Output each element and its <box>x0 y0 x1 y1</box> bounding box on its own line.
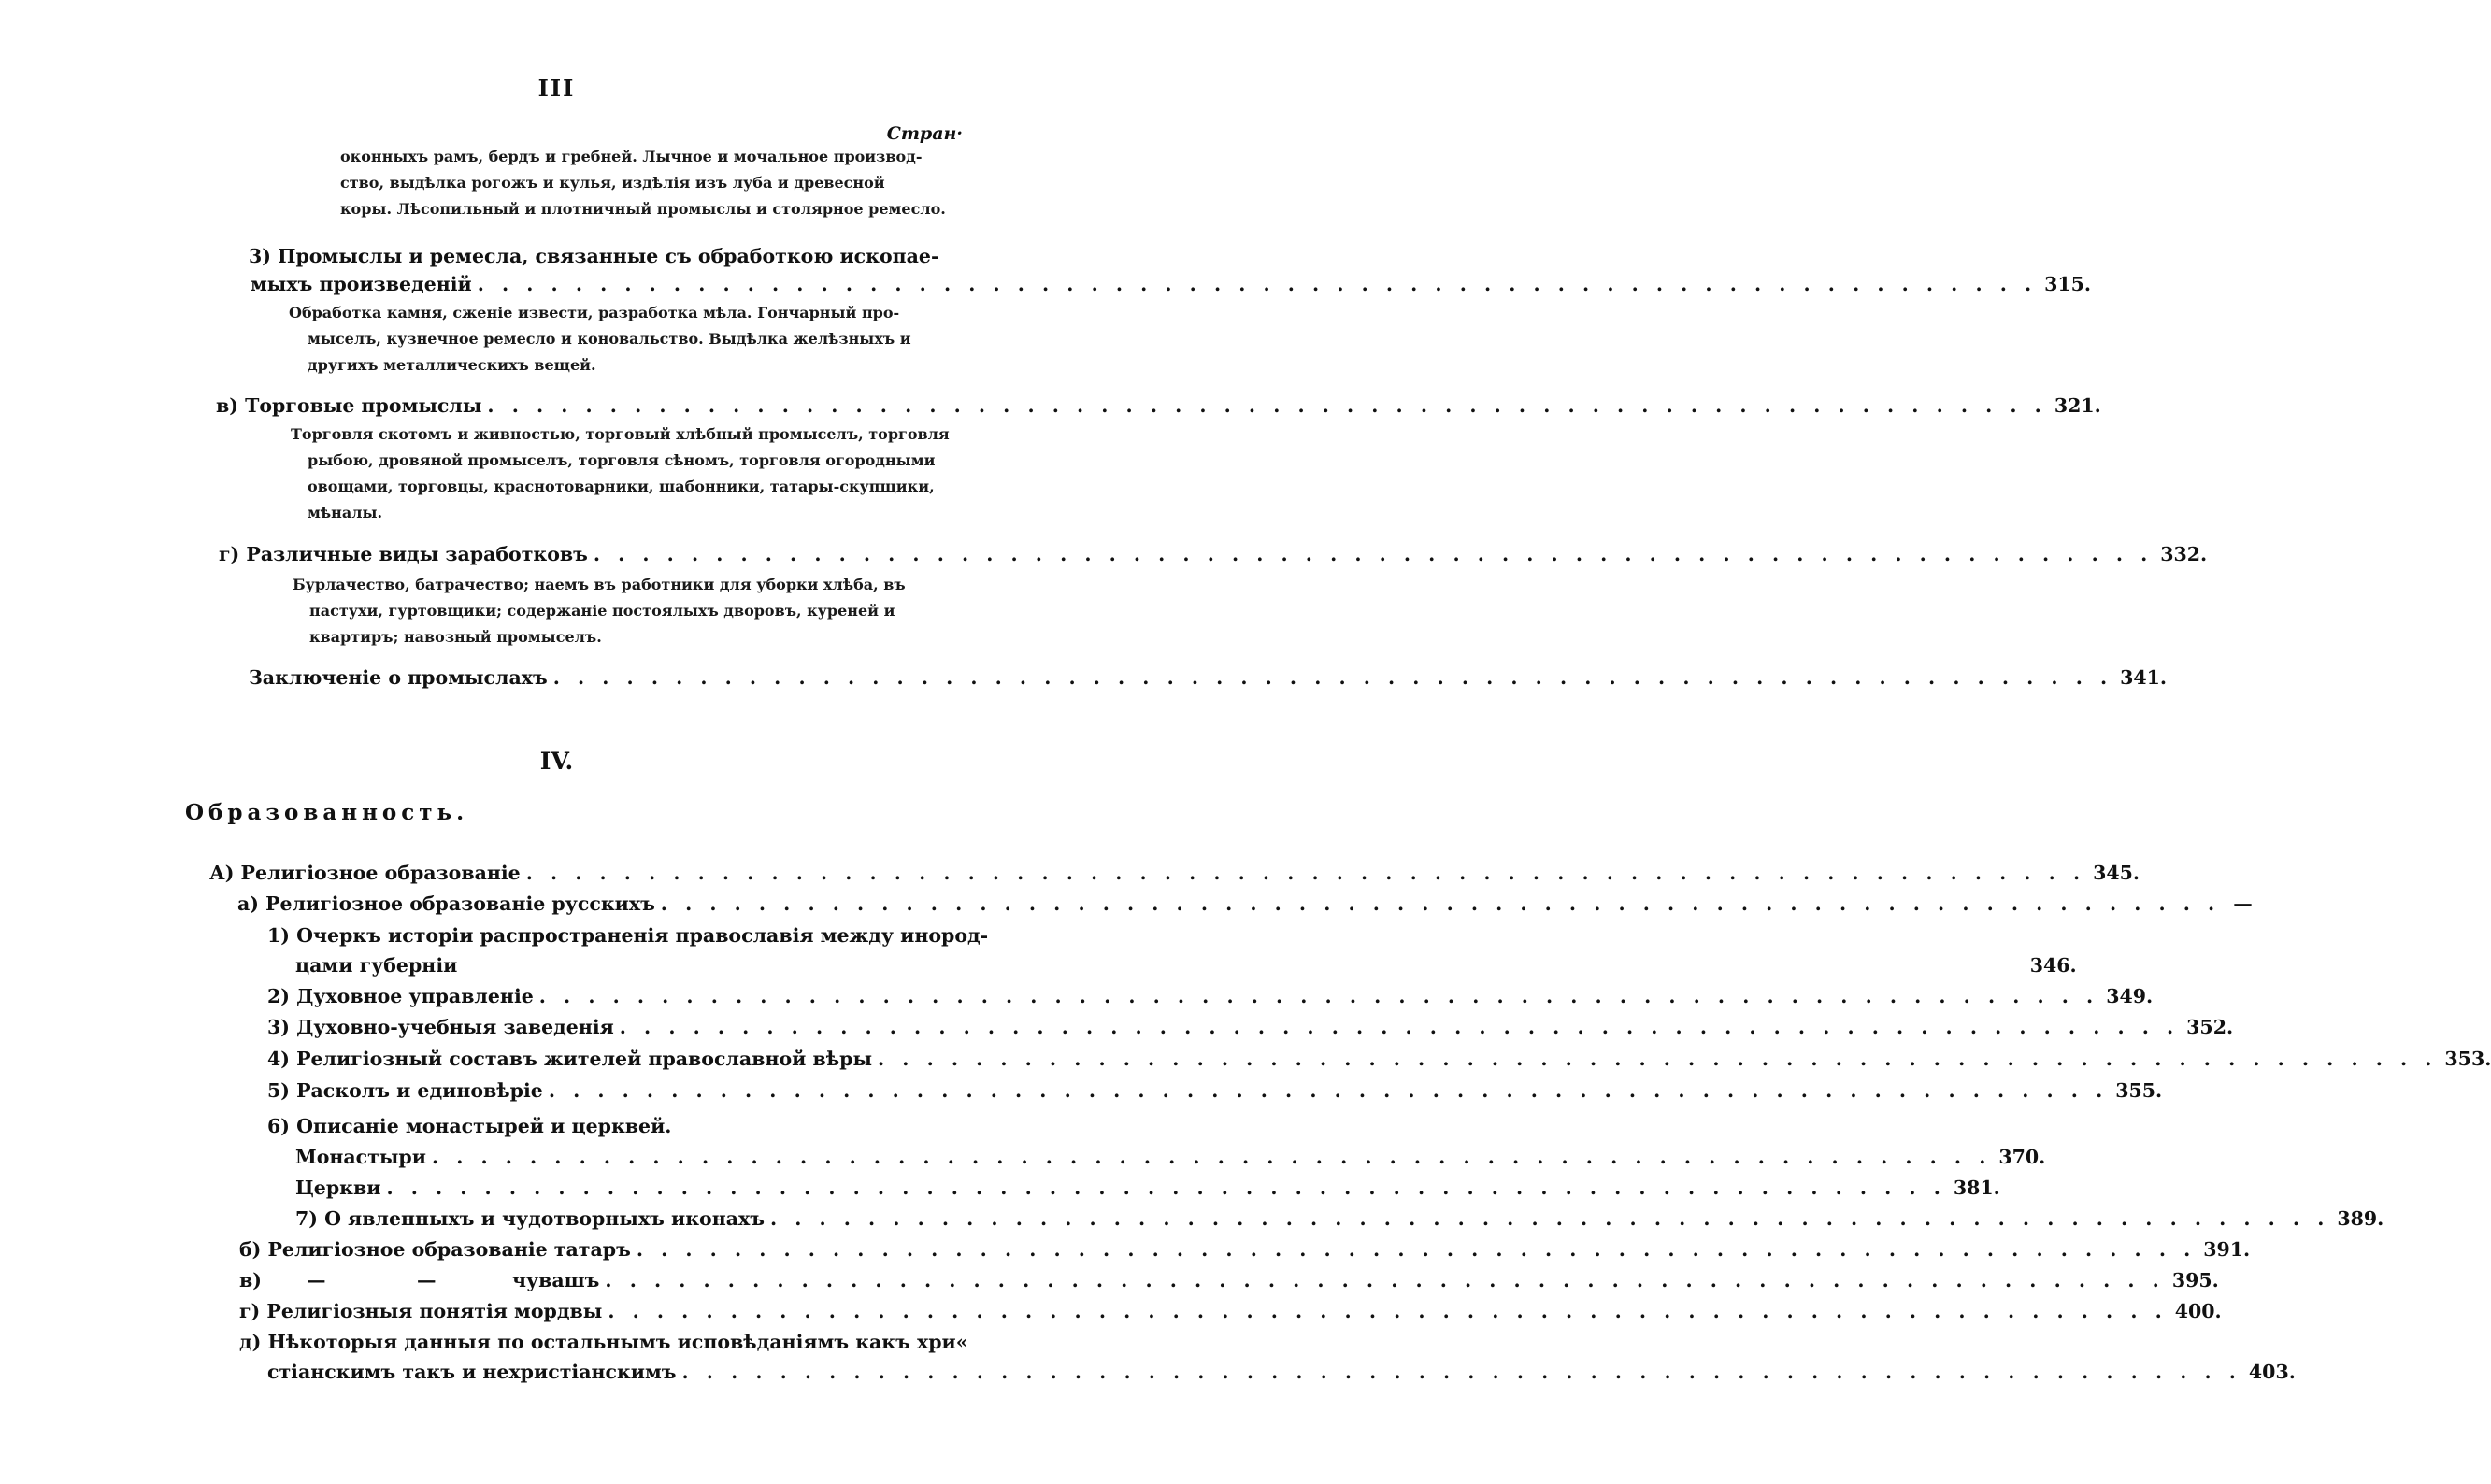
toc-page-number: 321. <box>2054 394 2101 417</box>
leader-dots <box>539 981 2098 1011</box>
sub-line: рыбою, дровяной промыселъ, торговля сѣномъ, торговля огородными <box>308 451 936 469</box>
toc-entry-v2[interactable] <box>239 1265 2219 1295</box>
toc-entry-a[interactable] <box>237 889 2253 919</box>
sub-line: овощами, торговцы, краснотоварники, шабонники, татары-скупщики, <box>308 478 935 495</box>
top-subtopics <box>340 144 946 222</box>
toc-entry-label: А) Религіозное образованіе <box>209 862 521 884</box>
toc-entry-prefix: в) <box>239 1269 262 1291</box>
sub-line: квартиръ; навозный промыселъ. <box>309 628 602 646</box>
toc-entry-1-line1[interactable] <box>267 920 989 950</box>
sub-line: мѣналы. <box>308 504 383 521</box>
toc-page-number: 332. <box>2160 543 2208 565</box>
toc-page-number: 403. <box>2248 1361 2296 1383</box>
toc-entry-churches[interactable] <box>295 1173 2000 1203</box>
toc-entry-label: стіанскимъ такъ и нехристіанскимъ <box>267 1361 677 1383</box>
toc-entry-label: г) Религіозныя понятія мордвы <box>239 1300 603 1322</box>
toc-entry-label: 3) Промыслы и ремесла, связанные съ обработкою ископае- <box>249 245 939 267</box>
sub-line: Бурлачество, батрачество; наемъ въ работники для уборки хлѣба, въ <box>293 576 906 593</box>
toc-entry-3[interactable] <box>251 269 2092 299</box>
leader-dots <box>637 1234 2196 1264</box>
toc-entry-4[interactable] <box>267 1044 2491 1074</box>
toc-entry-g2[interactable] <box>239 1296 2222 1326</box>
toc-entry-label: цами губерніи <box>295 954 458 977</box>
leader-dots <box>386 1173 1945 1203</box>
ditto-dash: — <box>307 1269 326 1291</box>
toc-entry-6[interactable] <box>267 1111 671 1141</box>
toc-entry-label: а) Религіозное образованіе русскихъ <box>237 892 655 915</box>
leader-dots <box>553 663 2112 692</box>
toc-entry-monasteries[interactable] <box>295 1142 2046 1172</box>
leader-dots <box>605 1265 2164 1295</box>
toc-page-number: 315. <box>2044 273 2092 295</box>
toc-entry-label: 2) Духовное управленіе <box>267 985 534 1007</box>
sub-line: Обработка камня, сжeніе извести, разработка мѣла. Гончарный про- <box>289 304 900 321</box>
leader-dots <box>682 1357 2241 1387</box>
sub-line: пастухи, гуртовщики; содержаніе постоялыхъ дворовъ, куреней и <box>309 602 895 620</box>
leader-dots <box>432 1142 1991 1172</box>
leader-dots <box>608 1296 2167 1326</box>
ditto-dash: — <box>417 1269 437 1291</box>
toc-entry-label: мыхъ произведеній <box>251 273 472 295</box>
toc-entry-label: г) Различные виды заработковъ <box>219 543 588 565</box>
toc-page-number: 355. <box>2115 1079 2163 1102</box>
leader-dots <box>661 889 2220 919</box>
toc-entry-label: д) Нѣкоторыя данныя по остальнымъ исповѣданіямъ какъ хри« <box>239 1331 968 1353</box>
toc-entry-g[interactable] <box>219 539 2208 569</box>
toc-entry-label: 4) Религіозный составъ жителей православной вѣры <box>267 1048 873 1070</box>
toc-page-number: 352. <box>2186 1016 2234 1038</box>
toc-entry-label: Заключеніе о промыслахъ <box>249 666 548 689</box>
sub-line: ство, выдѣлка рогожъ и кулья, издѣлія изъ луба и древесной <box>340 174 885 192</box>
toc-page-number: 349. <box>2106 985 2154 1007</box>
leader-dots <box>526 858 2085 888</box>
leader-dots <box>478 269 2037 299</box>
toc-entry-7[interactable] <box>295 1204 2384 1234</box>
page-number: III <box>537 75 576 102</box>
sub-line: другихъ металлическихъ вещей. <box>308 356 596 374</box>
toc-entry-label: 5) Расколъ и единовѣріе <box>267 1079 543 1102</box>
toc-page-number: 341. <box>2120 666 2168 689</box>
leader-dots <box>549 1076 2108 1106</box>
leader-dots <box>620 1012 2179 1042</box>
leader-dots <box>878 1044 2437 1074</box>
toc-entry-label: Церкви <box>295 1177 381 1199</box>
section-title: Образованность. <box>185 800 469 825</box>
sub-line: мыселъ, кузнечное ремесло и коновальство. Выдѣлка желѣзныхъ и <box>308 330 911 348</box>
subtopics-3 <box>289 300 911 378</box>
toc-page-number: 395. <box>2171 1269 2219 1291</box>
section-number: IV. <box>539 748 574 775</box>
toc-entry-conclusion[interactable] <box>249 663 2168 692</box>
sub-line: оконныхъ рамъ, бердъ и гребней. Лычное и мочальное производ- <box>340 148 923 165</box>
toc-entry-d[interactable] <box>267 1357 2296 1387</box>
toc-entry-label: чувашъ <box>512 1269 600 1291</box>
toc-page-number: 346. <box>2029 954 2077 977</box>
toc-entry-A[interactable] <box>209 858 2140 888</box>
toc-page-number: 353. <box>2444 1048 2491 1070</box>
toc-entry-label: Монастыри <box>295 1146 426 1168</box>
toc-entry-3-line1[interactable] <box>249 241 939 271</box>
toc-page-number: 370. <box>1998 1146 2046 1168</box>
toc-entry-3b[interactable] <box>267 1012 2234 1042</box>
toc-entry-b[interactable] <box>239 1234 2251 1264</box>
toc-entry-label: б) Религіозное образованіе татаръ <box>239 1238 631 1261</box>
toc-entry-label: 7) О явленныхъ и чудотворныхъ иконахъ <box>295 1207 765 1230</box>
toc-entry-label: 6) Описаніе монастырей и церквей. <box>267 1115 672 1137</box>
sub-line: Торговля скотомъ и живностью, торговый хлѣбный промыселъ, торговля <box>291 425 950 443</box>
toc-entry-1[interactable] <box>295 950 2077 980</box>
toc-page-number: 391. <box>2203 1238 2251 1261</box>
subtopics-v <box>291 421 950 526</box>
column-header-page: Стран· <box>886 123 963 144</box>
toc-entry-2[interactable] <box>267 981 2154 1011</box>
toc-page-number: — <box>2233 892 2253 915</box>
toc-entry-v[interactable] <box>216 391 2101 421</box>
toc-entry-label: 1) Очеркъ исторіи распространенія православія между инород- <box>267 924 989 947</box>
toc-page-number: 345. <box>2093 862 2140 884</box>
toc-entry-label: в) Торговые промыслы <box>216 394 482 417</box>
sub-line: коры. Лѣсопильный и плотничный промыслы и столярное ремесло. <box>340 200 946 218</box>
leader-dots <box>770 1204 2329 1234</box>
toc-entry-5[interactable] <box>267 1076 2163 1106</box>
leader-dots <box>487 391 2046 421</box>
leader-dots <box>594 539 2153 569</box>
toc-page-number: 381. <box>1953 1177 2000 1199</box>
toc-page-number: 389. <box>2337 1207 2384 1230</box>
toc-page-number: 400. <box>2174 1300 2222 1322</box>
toc-entry-label: 3) Духовно-учебныя заведенія <box>267 1016 614 1038</box>
toc-entry-d-line1[interactable] <box>239 1327 968 1357</box>
subtopics-g <box>293 572 906 650</box>
